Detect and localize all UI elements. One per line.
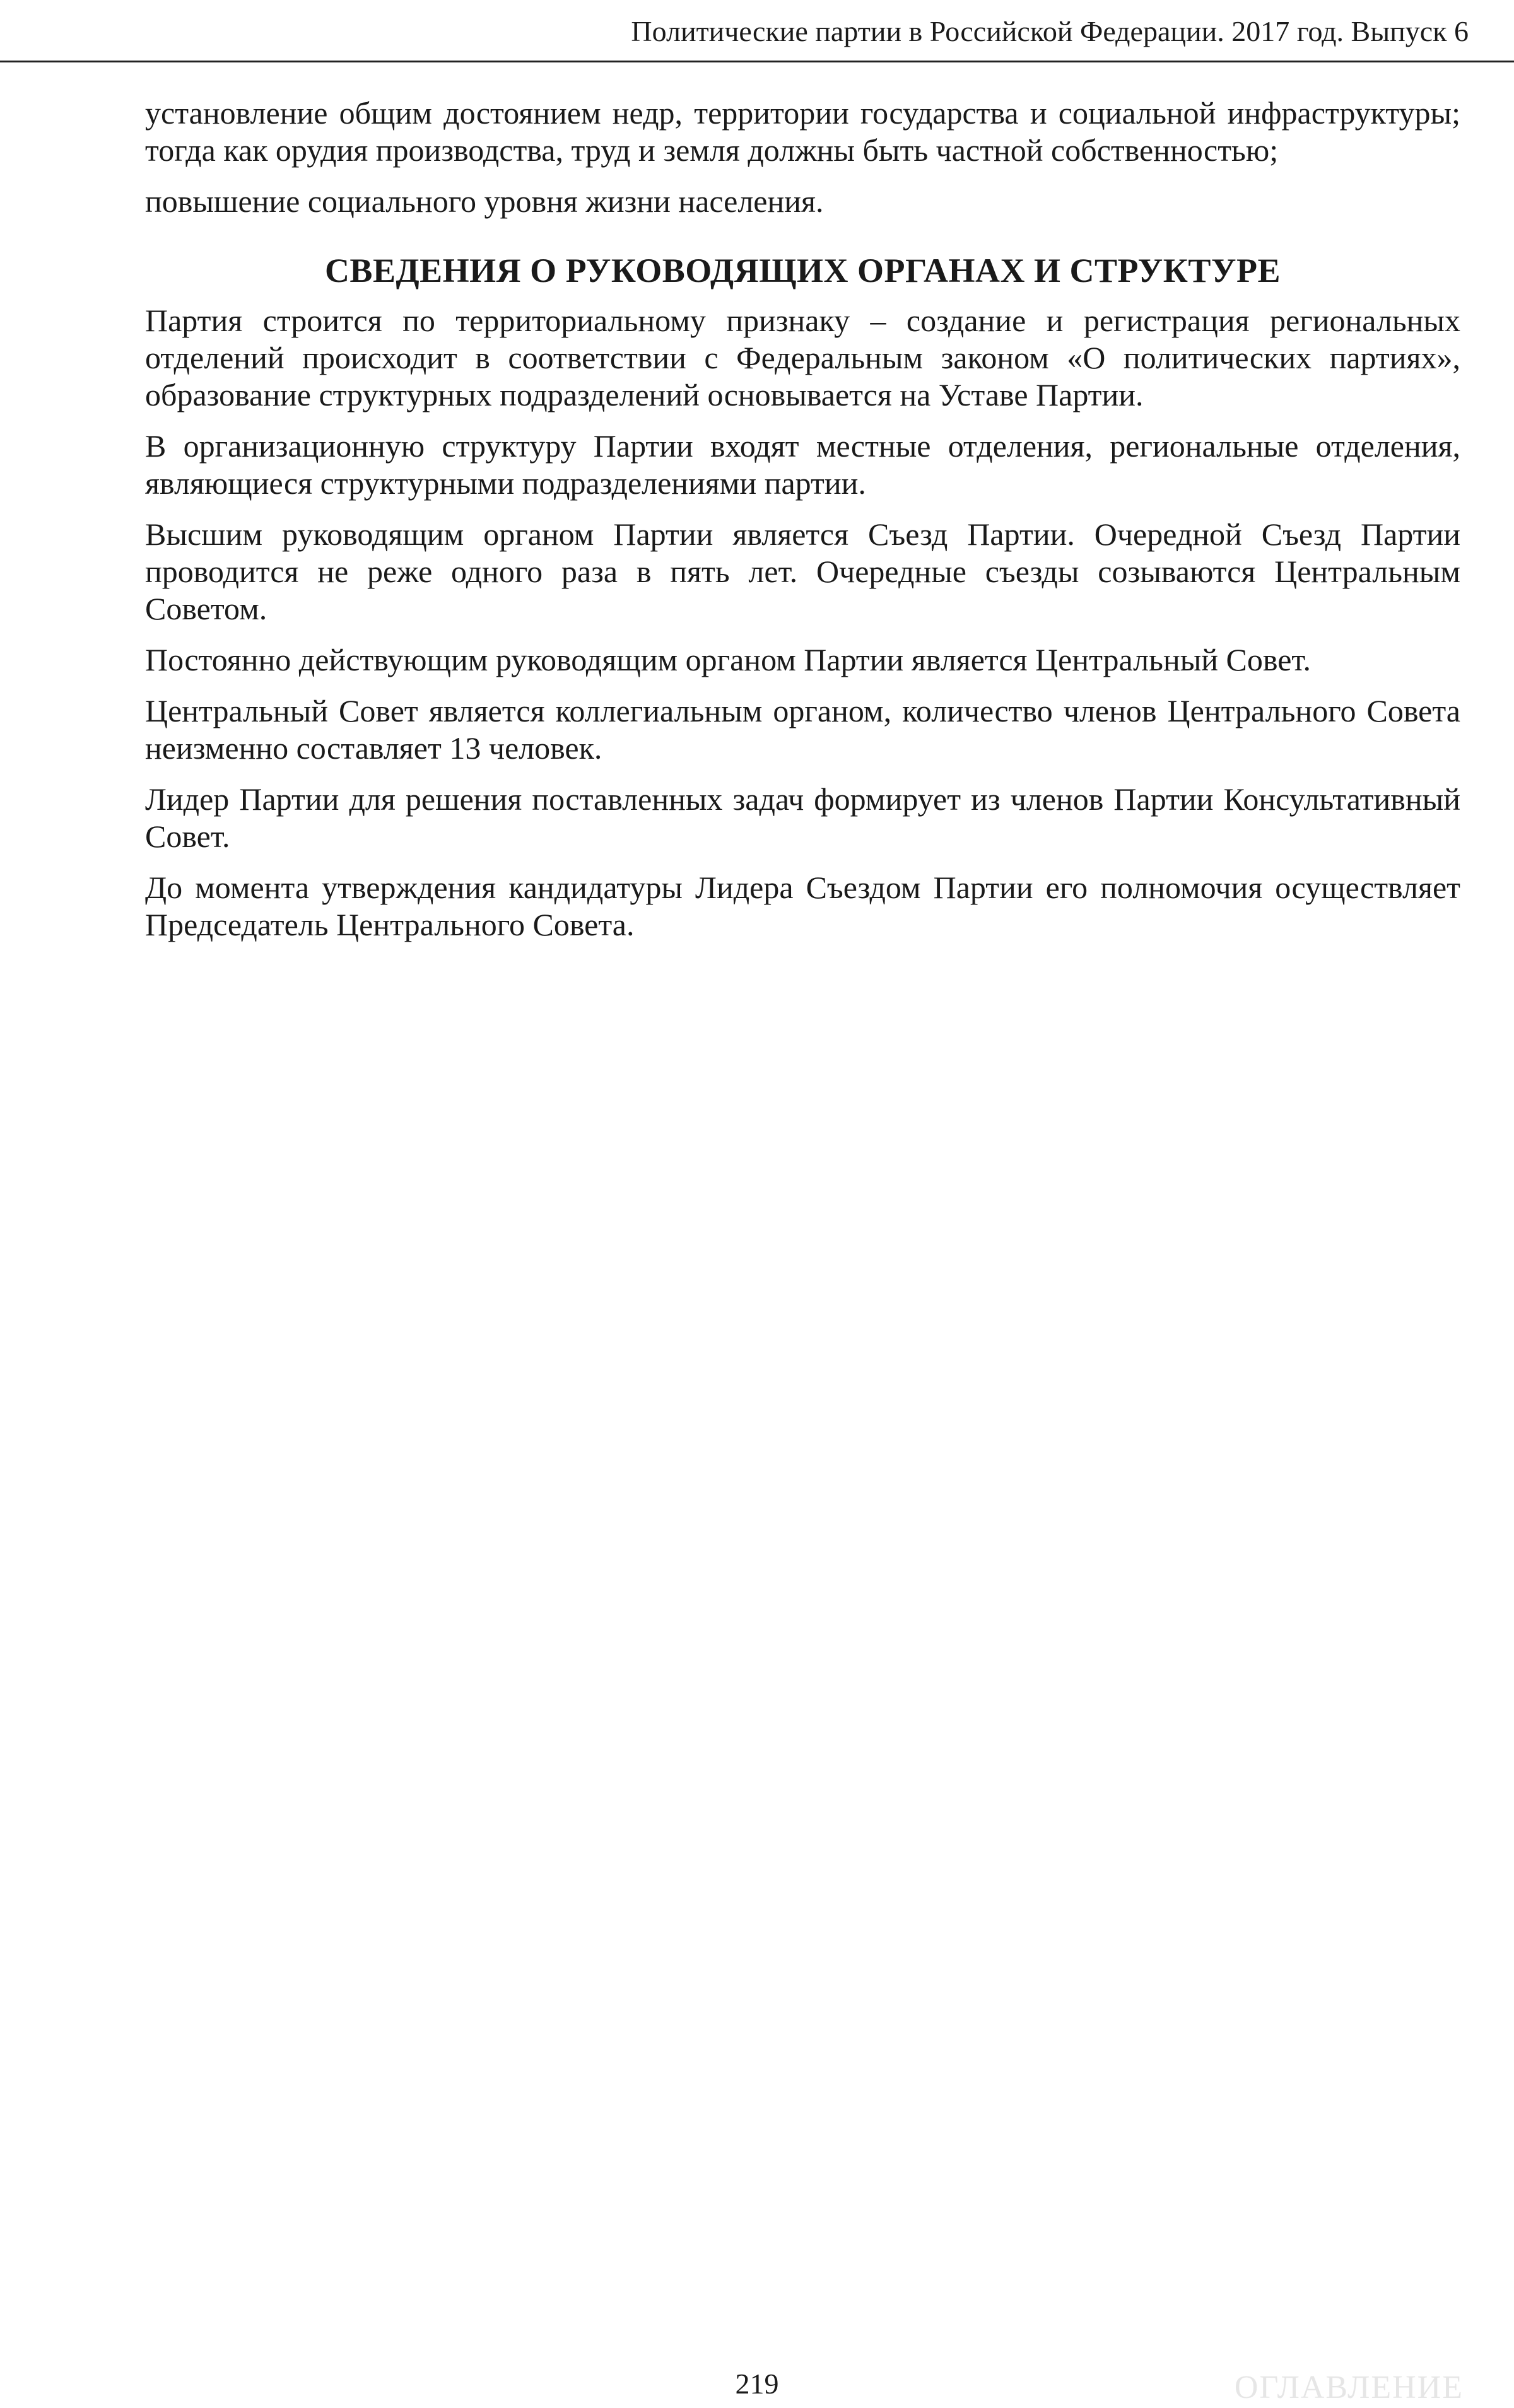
intro-paragraph: повышение социального уровня жизни населения. [145, 184, 824, 219]
table-of-contents-link[interactable]: ОГЛАВЛЕНИЕ [1234, 2370, 1464, 2405]
section-paragraph: Центральный Совет является коллегиальным органом, количество членов Центрального Совета неизменно составляет 13 человек. [145, 693, 1460, 766]
section-paragraph: Партия строится по территориальному признаку – создание и регистрация региональных отделений происходит в соответствии с Федеральным законом «О политических партиях», образование структурных подразделений основывается на Уставе Партии. [145, 303, 1460, 412]
page-number: 219 [735, 2368, 779, 2400]
running-header: Политические партии в Российской Федерации. 2017 год. Выпуск 6 [631, 15, 1469, 47]
section-paragraph: Постоянно действующим руководящим органом Партии является Центральный Совет. [145, 642, 1311, 677]
section-paragraph: Высшим руководящим органом Партии является Съезд Партии. Очередной Съезд Партии проводится не реже одного раза в пять лет. Очередные съезды созываются Центральным Советом. [145, 517, 1460, 626]
section-paragraph: Лидер Партии для решения поставленных задач формирует из членов Партии Консультативный Совет. [145, 781, 1460, 854]
header-divider [0, 61, 1514, 62]
section-heading: СВЕДЕНИЯ О РУКОВОДЯЩИХ ОРГАНАХ И СТРУКТУРЕ [324, 252, 1281, 289]
intro-paragraph: установление общим достоянием недр, территории государства и социальной инфраструктуры; тогда как орудия производства, труд и земля должны быть частной собственностью; [145, 95, 1460, 168]
section-paragraph: В организационную структуру Партии входят местные отделения, региональные отделения, являющиеся структурными подразделениями партии. [145, 428, 1460, 501]
page-body [145, 95, 1460, 957]
section-paragraph: До момента утверждения кандидатуры Лидера Съездом Партии его полномочия осуществляет Председатель Центрального Совета. [145, 870, 1460, 942]
